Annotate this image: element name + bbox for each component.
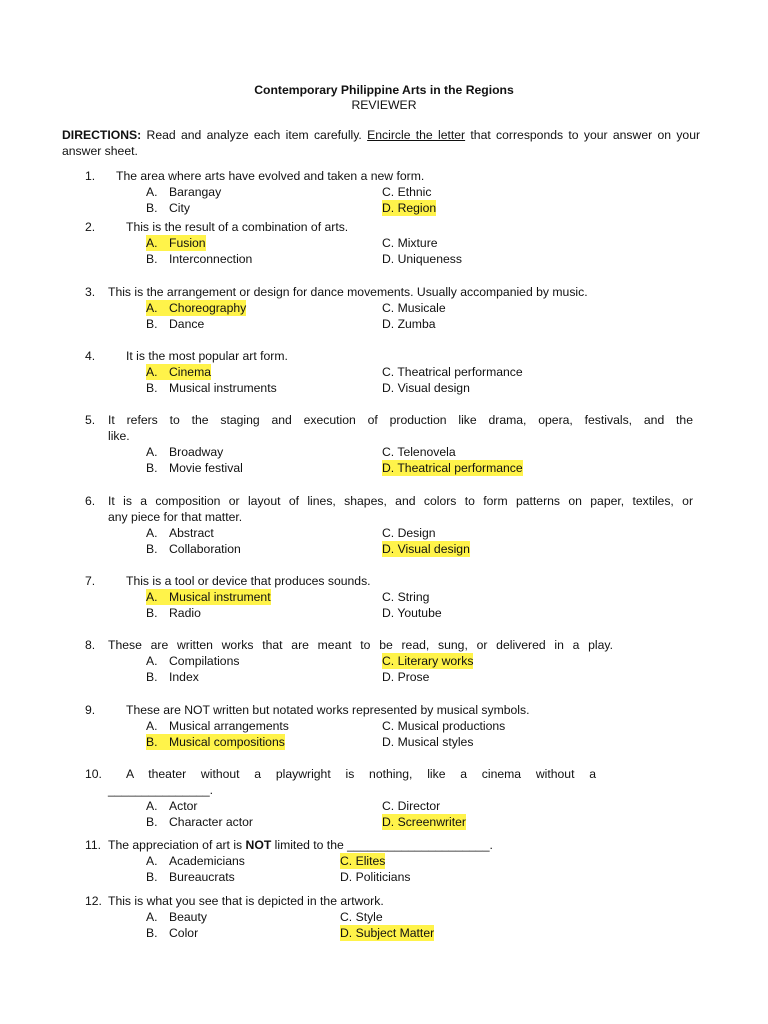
option-d: D. Uniqueness: [382, 252, 462, 266]
question-stem-continued: any piece for that matter.: [108, 510, 243, 524]
option-a-answer: A. Choreography: [146, 301, 247, 315]
question-stem-blank: _______________.: [108, 783, 214, 797]
option-b: B. Bureaucrats: [146, 870, 235, 884]
option-b: B. Radio: [146, 606, 201, 620]
question-stem: The area where arts have evolved and taken a new form.: [116, 169, 425, 183]
question-number: 1.: [85, 169, 96, 183]
option-b: B. Color: [146, 926, 199, 940]
question-number: 6.: [85, 494, 96, 508]
question-stem: The appreciation of art is NOT limited to the _____________________.: [108, 838, 493, 852]
document-title: Contemporary Philippine Arts in the Regions: [254, 83, 514, 97]
option-c: C. Theatrical performance: [382, 365, 523, 379]
option-b: B. City: [146, 201, 190, 215]
question-number: 11.: [85, 838, 102, 852]
question-number: 2.: [85, 220, 96, 234]
question-stem: This is what you see that is depicted in the artwork.: [108, 894, 384, 908]
question-number: 10.: [85, 767, 102, 781]
question-stem: It is a composition or layout of lines, shapes, and colors to form patterns on paper, textiles, or: [108, 494, 693, 508]
document-subtitle: REVIEWER: [351, 98, 417, 112]
directions-text-after: that corresponds to your answer on your answer sheet.: [62, 128, 701, 158]
directions-text-before: Read and analyze each item carefully.: [146, 128, 362, 142]
option-b: B. Dance: [146, 317, 205, 331]
question-stem: These are NOT written but notated works represented by musical symbols.: [126, 703, 530, 717]
option-c: C. Design: [382, 526, 436, 540]
question-number: 12.: [85, 894, 102, 908]
directions-underlined: Encircle the letter: [367, 128, 466, 142]
question-number: 5.: [85, 413, 96, 427]
question-stem: A theater without a playwright is nothing, like a cinema without a: [126, 767, 596, 781]
directions-label: DIRECTIONS:: [62, 128, 142, 142]
question-stem: It refers to the staging and execution of production like drama, opera, festivals, and the: [108, 413, 693, 427]
option-c: C. String: [382, 590, 430, 604]
option-d-answer: D. Visual design: [382, 542, 470, 556]
option-d: D. Politicians: [340, 870, 411, 884]
option-b: B. Movie festival: [146, 461, 243, 475]
option-b: B. Index: [146, 670, 199, 684]
option-d: D. Prose: [382, 670, 430, 684]
question-stem: This is a tool or device that produces sounds.: [126, 574, 371, 588]
question-number: 3.: [85, 285, 96, 299]
option-d-answer: D. Subject Matter: [340, 926, 435, 940]
option-a: A. Barangay: [146, 185, 222, 199]
question-stem: These are written works that are meant to be read, sung, or delivered in a play.: [108, 638, 613, 652]
option-d-answer: D. Region: [382, 201, 437, 215]
directions: [62, 127, 700, 159]
option-d: D. Zumba: [382, 317, 436, 331]
question-stem: This is the arrangement or design for dance movements. Usually accompanied by music.: [108, 285, 588, 299]
option-c-answer: C. Elites: [340, 854, 386, 868]
option-a-answer: A. Fusion: [146, 236, 206, 250]
option-a: A. Beauty: [146, 910, 207, 924]
option-d-answer: D. Screenwriter: [382, 815, 466, 829]
question-stem: It is the most popular art form.: [126, 349, 288, 363]
option-c-answer: C. Literary works: [382, 654, 474, 668]
option-c: C. Telenovela: [382, 445, 456, 459]
option-a-answer: A. Musical instrument: [146, 590, 271, 604]
question-number: 8.: [85, 638, 96, 652]
option-c: C. Ethnic: [382, 185, 432, 199]
question-number: 4.: [85, 349, 96, 363]
option-b: B. Collaboration: [146, 542, 241, 556]
option-d: D. Musical styles: [382, 735, 474, 749]
option-b: B. Musical instruments: [146, 381, 277, 395]
option-a: A. Broadway: [146, 445, 224, 459]
option-b: B. Interconnection: [146, 252, 253, 266]
option-a: A. Actor: [146, 799, 198, 813]
option-d-answer: D. Theatrical performance: [382, 461, 523, 475]
option-c: C. Style: [340, 910, 383, 924]
option-c: C. Director: [382, 799, 441, 813]
option-b-answer: B. Musical compositions: [146, 735, 285, 749]
option-c: C. Musicale: [382, 301, 446, 315]
question-number: 7.: [85, 574, 96, 588]
option-d: D. Youtube: [382, 606, 442, 620]
option-b: B. Character actor: [146, 815, 253, 829]
option-a: A. Abstract: [146, 526, 214, 540]
option-c: C. Musical productions: [382, 719, 506, 733]
option-d: D. Visual design: [382, 381, 470, 395]
option-a: A. Musical arrangements: [146, 719, 289, 733]
option-a: A. Academicians: [146, 854, 245, 868]
question-stem: This is the result of a combination of arts.: [126, 220, 349, 234]
option-a-answer: A. Cinema: [146, 365, 211, 379]
question-number: 9.: [85, 703, 96, 717]
question-stem-continued: like.: [108, 429, 130, 443]
option-c: C. Mixture: [382, 236, 438, 250]
option-a: A. Compilations: [146, 654, 240, 668]
